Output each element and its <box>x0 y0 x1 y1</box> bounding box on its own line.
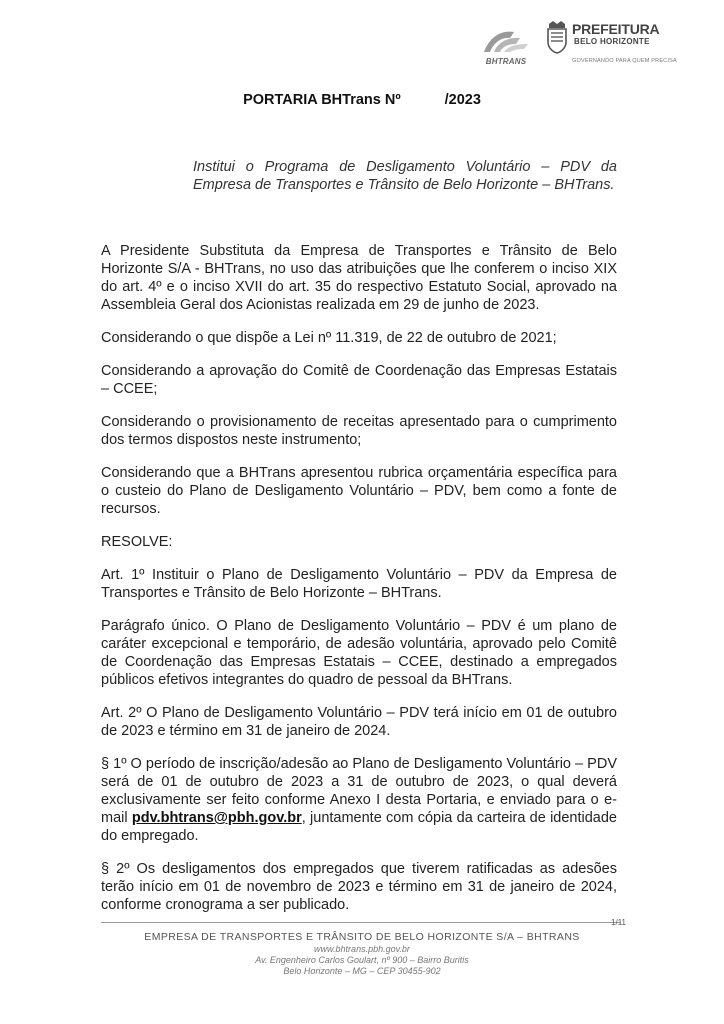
paragraph-resolve: RESOLVE: <box>101 534 173 550</box>
prefeitura-name: PREFEITURA <box>572 21 660 37</box>
bhtrans-logo <box>474 26 538 74</box>
document-title <box>0 92 724 108</box>
paragraph-art-2: Art. 2º O Plano de Desligamento Voluntário – PDV terá início em 01 de outubro de 2023 e término em 31 de janeiro de 2024. <box>101 705 617 739</box>
footer-address: Av. Engenheiro Carlos Goulart, nº 900 – Bairro Buritis <box>255 955 469 965</box>
paragraph-considerando-3: Considerando o provisionamento de receitas apresentado para o cumprimento dos termos dispostos neste instrumento; <box>101 414 617 448</box>
paragraph-par-2: § 2º Os desligamentos dos empregados que tiverem ratificadas as adesões terão início em 01 de novembro de 2023 e término em 31 de janeiro de 2024, conforme cronograma a ser publicado. <box>101 861 617 913</box>
footer-city: Belo Horizonte – MG – CEP 30455-902 <box>283 966 441 976</box>
paragraph-considerando-4: Considerando que a BHTrans apresentou rubrica orçamentária específica para o custeio do Plano de Desligamento Voluntário – PDV, bem como a fonte de recursos. <box>101 465 617 517</box>
par-1-text-before: § 1º O período de inscrição/adesão ao Plano de Desligamento Voluntário – PDV será de 01 de outubro de 2023 a 31 de outubro de 2023, o qual deverá exclusivamente ser feito conforme Anexo I desta Portaria, e enviado para o e-mail <box>101 756 617 826</box>
page-number: 1/11 <box>611 918 626 927</box>
city-seal-icon <box>546 20 568 54</box>
paragraph-par-1 <box>101 755 617 845</box>
paragraph-considerando-2: Considerando a aprovação do Comitê de Coordenação das Empresas Estatais – CCEE; <box>101 363 617 397</box>
header-logos <box>474 18 684 74</box>
prefeitura-logo <box>546 18 684 74</box>
ementa: Institui o Programa de Desligamento Voluntário – PDV da Empresa de Transportes e Trânsito de Belo Horizonte – BHTrans. <box>193 159 617 193</box>
paragraph-intro: A Presidente Substituta da Empresa de Transportes e Trânsito de Belo Horizonte S/A - BHTrans, no uso das atribuições que lhe conferem o inciso XIX do art. 4º e o inciso XVII do art. 35 do respectivo Estatuto Social, aprovado na Assembleia Geral dos Acionistas realizada em 29 de junho de 2023. <box>101 243 617 313</box>
document-body <box>101 242 617 929</box>
prefeitura-tagline: GOVERNANDO PARA QUEM PRECISA <box>572 58 677 64</box>
email-link[interactable]: pdv.bhtrans@pbh.gov.br <box>131 810 302 826</box>
paragraph-art-1: Art. 1º Instituir o Plano de Desligamento Voluntário – PDV da Empresa de Transportes e Trânsito de Belo Horizonte – BHTrans. <box>101 567 617 601</box>
title-prefix: PORTARIA BHTrans Nº <box>243 92 401 108</box>
footer-website[interactable]: www.bhtrans.pbh.gov.br <box>314 944 410 954</box>
paragraph-unico: Parágrafo único. O Plano de Desligamento Voluntário – PDV é um plano de caráter excepcional e temporário, de adesão voluntária, aprovado pelo Comitê de Coordenação das Empresas Estatais – CCEE, destinado a empregados públicos efetivos integrantes do quadro de pessoal da BHTrans. <box>101 618 617 688</box>
footer-company: EMPRESA DE TRANSPORTES E TRÂNSITO DE BELO HORIZONTE S/A – BHTRANS <box>144 931 580 943</box>
footer-divider <box>101 922 621 923</box>
footer <box>0 930 724 977</box>
par-1-text-after: , juntamente com cópia da carteira de identidade do empregado. <box>101 810 617 844</box>
title-year: /2023 <box>444 92 481 108</box>
prefeitura-city: BELO HORIZONTE <box>574 37 650 46</box>
paragraph-considerando-1: Considerando o que dispõe a Lei nº 11.319, de 22 de outubro de 2021; <box>101 330 557 346</box>
bhtrans-logo-text: BHTRANS <box>485 57 527 66</box>
bhtrans-logo-icon <box>480 26 532 56</box>
